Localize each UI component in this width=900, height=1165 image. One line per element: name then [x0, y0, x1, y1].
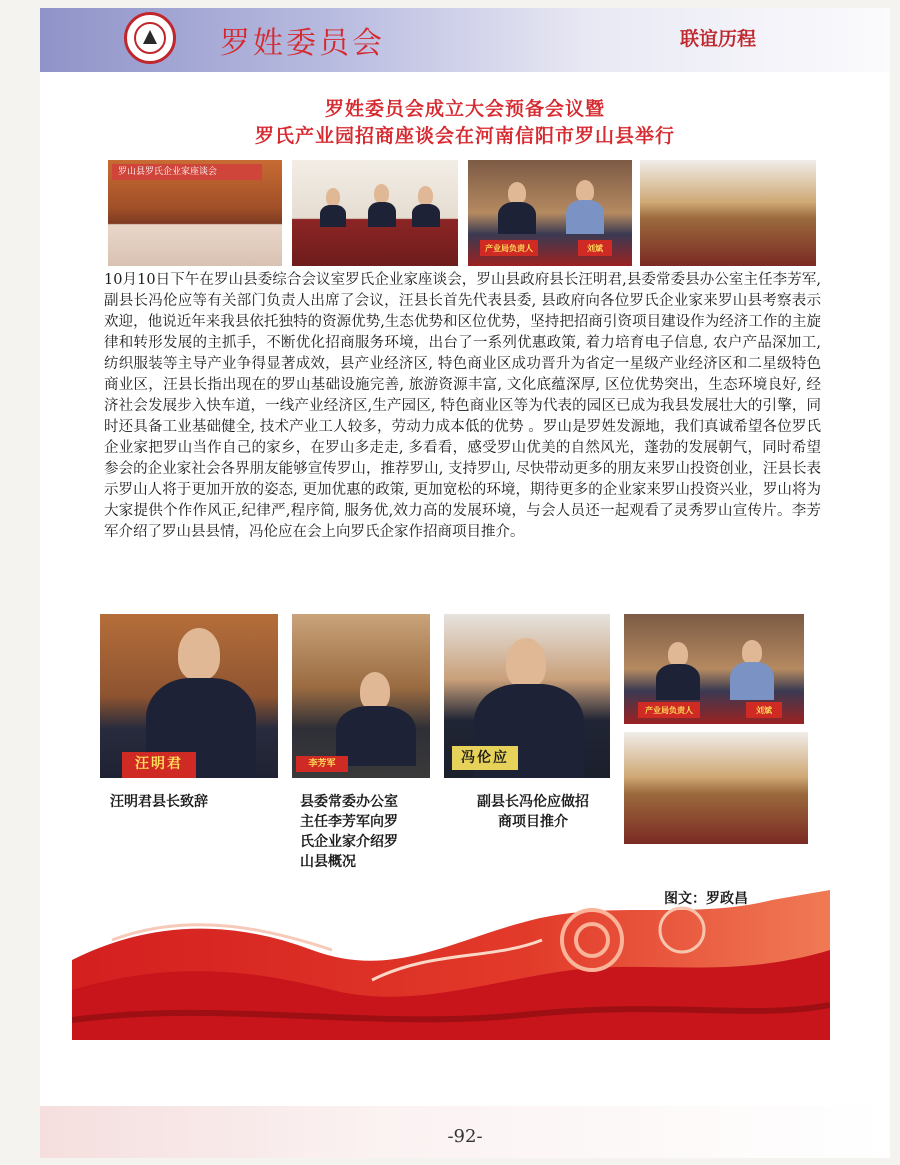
photo-li-fangjun	[292, 614, 430, 778]
caption-feng: 副县长冯伦应做招 商项目推介	[477, 794, 589, 830]
photo-officials-closeup	[468, 160, 632, 266]
nameplate-li: 李芳军	[296, 756, 348, 772]
nameplate: 刘斌	[578, 240, 612, 256]
page	[40, 8, 890, 1158]
photo-text-credit: 图文：罗政昌	[664, 891, 748, 907]
section-label: 联谊历程	[679, 28, 756, 50]
photo-conference-rows-2	[624, 732, 808, 844]
article-title-line2: 罗氏产业园招商座谈会在河南信阳市罗山县举行	[254, 125, 675, 147]
caption-wang: 汪明君县长致辞	[110, 794, 208, 810]
photo-meeting-hall	[108, 160, 282, 266]
clan-emblem-icon	[124, 12, 176, 64]
header-band	[40, 8, 890, 72]
photo-feng-lunying	[444, 614, 610, 778]
photo-officials-table	[292, 160, 458, 266]
meeting-banner: 罗山县罗氏企业家座谈会	[112, 164, 262, 180]
photo-wang-mingjun	[100, 614, 278, 778]
photo-conference-rows	[640, 160, 816, 266]
article-body: 10月10日下午在罗山县委综合会议室罗氏企业家座谈会，罗山县政府县长汪明君,县委常委县办公室主任李芳军,副县长冯伦应等有关部门负责人出席了会议，汪县长首先代表县委, 县政府向各位罗氏企业家来罗山县考察表示欢迎，他说近年来我县依托独特的资源优势,生态优势和区位优势，坚持把招商引资项目建设作为经济工作的主旋律和转形发展的主抓手，不断优化招商服务环境，出台了一系列优惠政策, 着力培育电子信息, 农户产品深加工, 纺织服装等主导产业争得显著成效，县产业经济区, 特色商业区成功晋升为省定一星级产业经济区和二星级特色商业区，汪县长指出现在的罗山基础设施完善, 旅游资源丰富, 文化底蕴深厚, 区位优势突出，生态环境良好, 经济社会发展步入快车道，一线产业经济区,生产园区, 特色商业区等为代表的园区已成为我县发展壮大的引擎，同时还具备工业基础健全, 技术产业工人较多，劳动力成本低的优势 。罗山是罗姓发源地，我们真诚希望各位罗氏企业家把罗山当作自己的家乡，在罗山多走走, 多看看，感受罗山优美的自然风光，蓬勃的发展朝气，同时希望参会的企业家社会各界朋友能够宣传罗山，推荐罗山, 支持罗山, 尽快带动更多的朋友来罗山投资创业，汪县长表示罗山人将于更加开放的姿态, 更加优惠的政策, 更加宽松的环境，期待更多的企业家来罗山投资兴业，罗山将为大家提供个作作风正,纪律严,程序简, 服务优,效力高的发展环境，与会人员还一起观看了灵秀罗山宣传片。李芳军介绍了罗山县县情，冯伦应在会上向罗氏企家作招商项目推介。	[104, 272, 821, 540]
article-title-line1: 罗姓委员会成立大会预备会议暨	[324, 98, 605, 120]
nameplate-feng: 冯伦应	[452, 746, 518, 770]
nameplate: 产业局负责人	[638, 702, 700, 718]
nameplate: 产业局负责人	[480, 240, 538, 256]
photo-officials-closeup-2	[624, 614, 804, 724]
page-number: -92-	[447, 1126, 483, 1147]
nameplate-wang: 汪明君	[122, 752, 196, 778]
caption-li: 县委常委办公室 主任李芳军向罗 氏企业家介绍罗 山县概况	[300, 794, 398, 870]
org-name: 罗姓委员会	[220, 26, 385, 61]
nameplate: 刘斌	[746, 702, 782, 718]
decorative-wave-art	[72, 880, 830, 1040]
